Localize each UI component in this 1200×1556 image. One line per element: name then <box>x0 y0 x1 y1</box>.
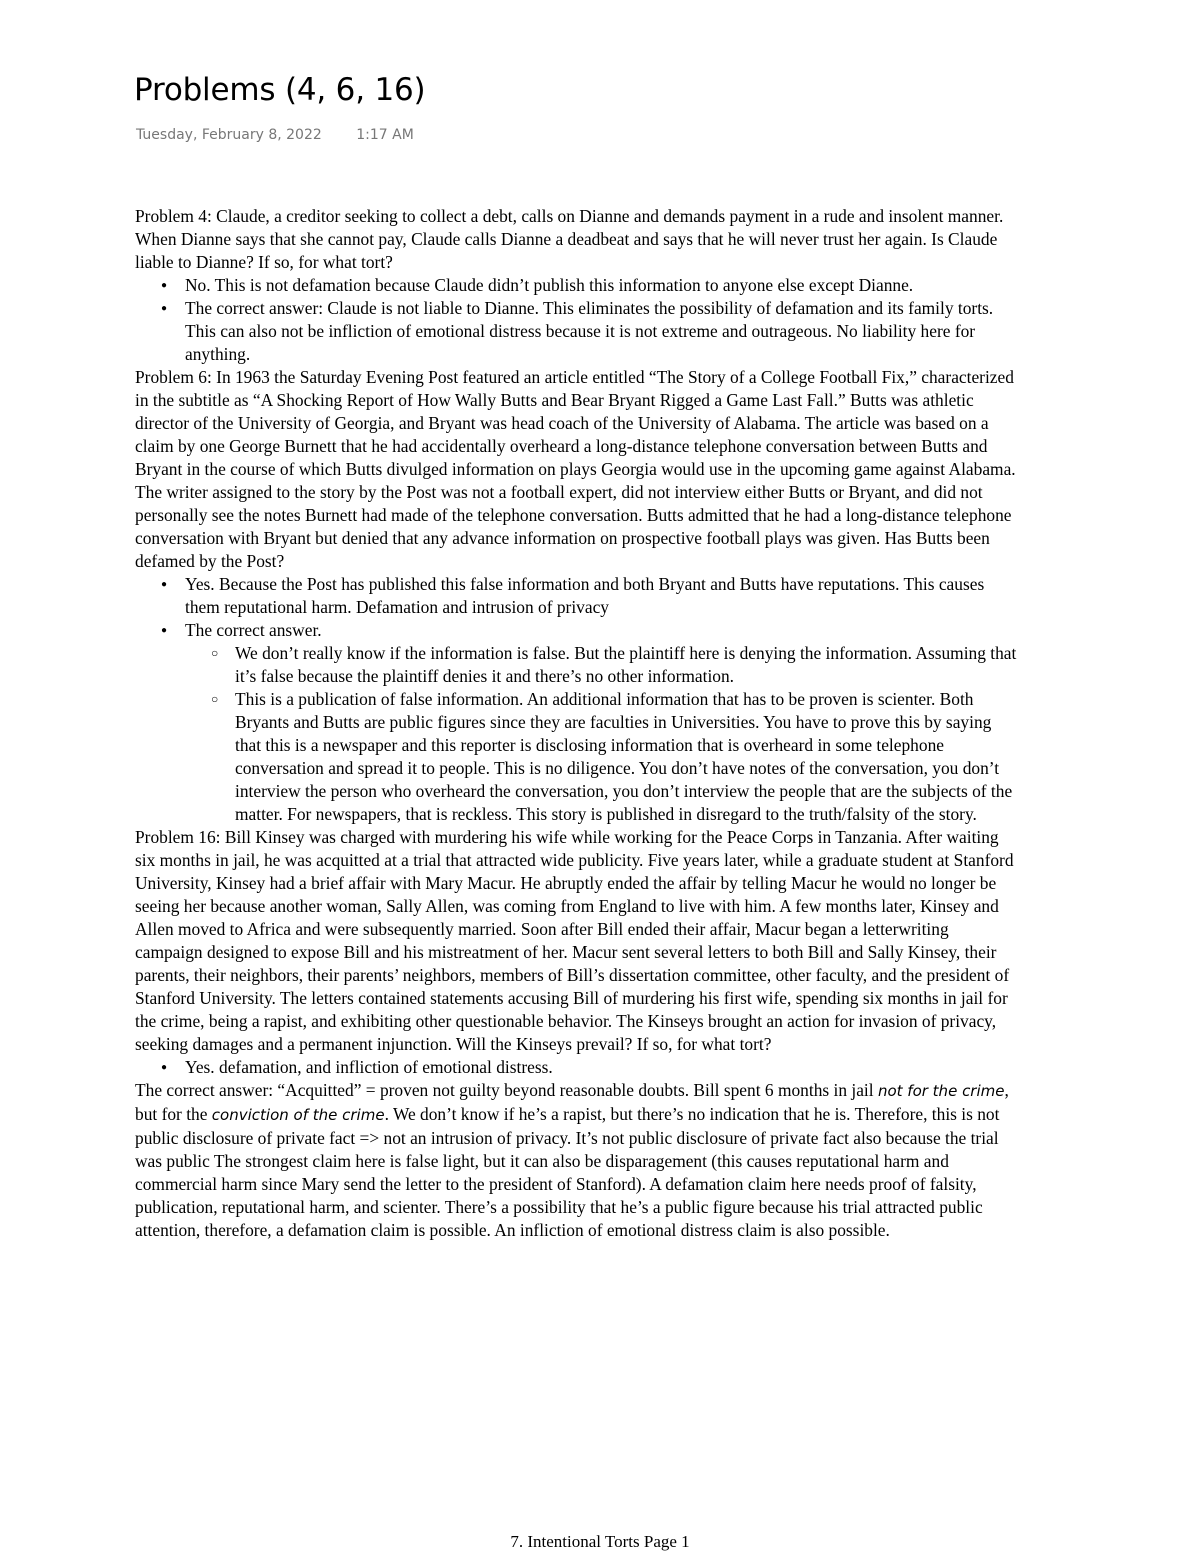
page-title: Problems (4, 6, 16) <box>134 72 426 108</box>
problem-4-question: Problem 4: Claude, a creditor seeking to collect a debt, calls on Dianne and demands payment in a rude and insolent manner. When Dianne says that she cannot pay, Claude calls Dianne a deadbeat and says that he will never trust her again. Is Claude liable to Dianne? If so, for what tort? <box>135 206 1004 272</box>
page-date: Tuesday, February 8, 2022 <box>136 127 322 143</box>
list-item: ○ This is a publication of false information. An additional information that has to be proven is scienter. Both Bryants and Butts are public figures since they are faculties in Universities. You have to prove this by saying that this is a newspaper and this reporter is disclosing information that is overheard in some telephone conversation and spread it to people. This is no diligence. You don’t have notes of the conversation, you don’t interview the person who overheard the conversation, you don’t interview the people that are the subjects of the matter. For newspapers, that is reckless. This story is published in disregard to the truth/falsity of the story. <box>235 688 1020 826</box>
answer-emphasis: conviction of the crime <box>211 1106 385 1124</box>
note-content <box>135 205 1020 1242</box>
list-item: ● The correct answer: Claude is not liable to Dianne. This eliminates the possibility of defamation and its family torts. This can also not be infliction of emotional distress because it is not extreme and outrageous. No liability here for anything. <box>185 297 1020 366</box>
problem-6-answers <box>135 573 1020 826</box>
answer-text: The correct answer: “Acquitted” = proven not guilty beyond reasonable doubts. Bill spent 6 months in jail <box>135 1080 878 1100</box>
problem-6-question: Problem 6: In 1963 the Saturday Evening Post featured an article entitled “The Story of a College Football Fix,” characterized in the subtitle as “A Shocking Report of How Wally Butts and Bear Bryant Rigged a Game Last Fall.” Butts was athletic director of the University of Georgia, and Bryant was head coach of the University of Alabama. The article was based on a claim by one George Burnett that he had accidentally overheard a long-distance telephone conversation between Butts and Bryant in the course of which Butts divulged information on plays Georgia would use in the upcoming game against Alabama. The writer assigned to the story by the Post was not a football expert, did not interview either Butts or Bryant, and did not personally see the notes Burnett had made of the telephone conversation. Butts admitted that he had a long-distance telephone conversation with Bryant but denied that any advance information on prospective football plays was given. Has Butts been defamed by the Post? <box>135 367 1016 571</box>
list-item-label: The correct answer. <box>185 620 322 640</box>
problem-16-answers <box>135 1056 1020 1079</box>
answer-text: . We don’t know if he’s a rapist, but there’s no indication that he is. Therefore, this is not public disclosure of private fact => not an intrusion of privacy. It’s not public disclosure of private fact also because the trial was public The strongest claim here is false light, but it can also be disparagement (this causes reputational harm and commercial harm since Mary send the letter to the president of Stanford). A defamation claim here needs proof of falsity, publication, reputational harm, and scienter. There’s a possibility that he’s a public figure because his trial attracted public attention, therefore, a defamation claim is possible. An infliction of emotional distress claim is also possible. <box>135 1104 1000 1240</box>
page-footer: 7. Intentional Torts Page 1 <box>510 1532 690 1551</box>
answer-text: , but for the <box>135 1080 1009 1124</box>
list-item: ● Yes. Because the Post has published this false information and both Bryant and Butts have reputations. This causes them reputational harm. Defamation and intrusion of privacy <box>185 573 1020 619</box>
list-item: ○ We don’t really know if the information is false. But the plaintiff here is denying the information. Assuming that it’s false because the plaintiff denies it and there’s no other information. <box>235 642 1020 688</box>
problem-4-answers <box>135 274 1020 366</box>
answer-emphasis: not for the crime <box>877 1082 1005 1100</box>
problem-16-question: Problem 16: Bill Kinsey was charged with murdering his wife while working for the Peace Corps in Tanzania. After waiting six months in jail, he was acquitted at a trial that attracted wide publicity. Five years later, while a graduate student at Stanford University, Kinsey had a brief affair with Mary Macur. He abruptly ended the affair by telling Macur he would no longer be seeing her because another woman, Sally Allen, was coming from England to live with him. A few months later, Kinsey and Allen moved to Africa and were subsequently married. Soon after Bill ended their affair, Macur began a letterwriting campaign designed to expose Bill and his mistreatment of her. Macur sent several letters to both Bill and Sally Kinsey, their parents, their neighbors, their parents’ neighbors, members of Bill’s dissertation committee, other faculty, and the president of Stanford University. The letters contained statements accusing Bill of murdering his first wife, spending six months in jail for the crime, being a rapist, and exhibiting other questionable behavior. The Kinseys brought an action for invasion of privacy, seeking damages and a permanent injunction. Will the Kinseys prevail? If so, for what tort? <box>135 827 1014 1054</box>
page-meta <box>136 127 414 143</box>
list-item <box>185 619 1020 826</box>
list-item: ● No. This is not defamation because Claude didn’t publish this information to anyone else except Dianne. <box>185 274 1020 297</box>
list-item: ● Yes. defamation, and infliction of emotional distress. <box>185 1056 1020 1079</box>
problem-6-sub-answers <box>185 642 1020 826</box>
problem-16-correct-answer <box>135 1079 1020 1242</box>
page-time: 1:17 AM <box>356 127 414 143</box>
